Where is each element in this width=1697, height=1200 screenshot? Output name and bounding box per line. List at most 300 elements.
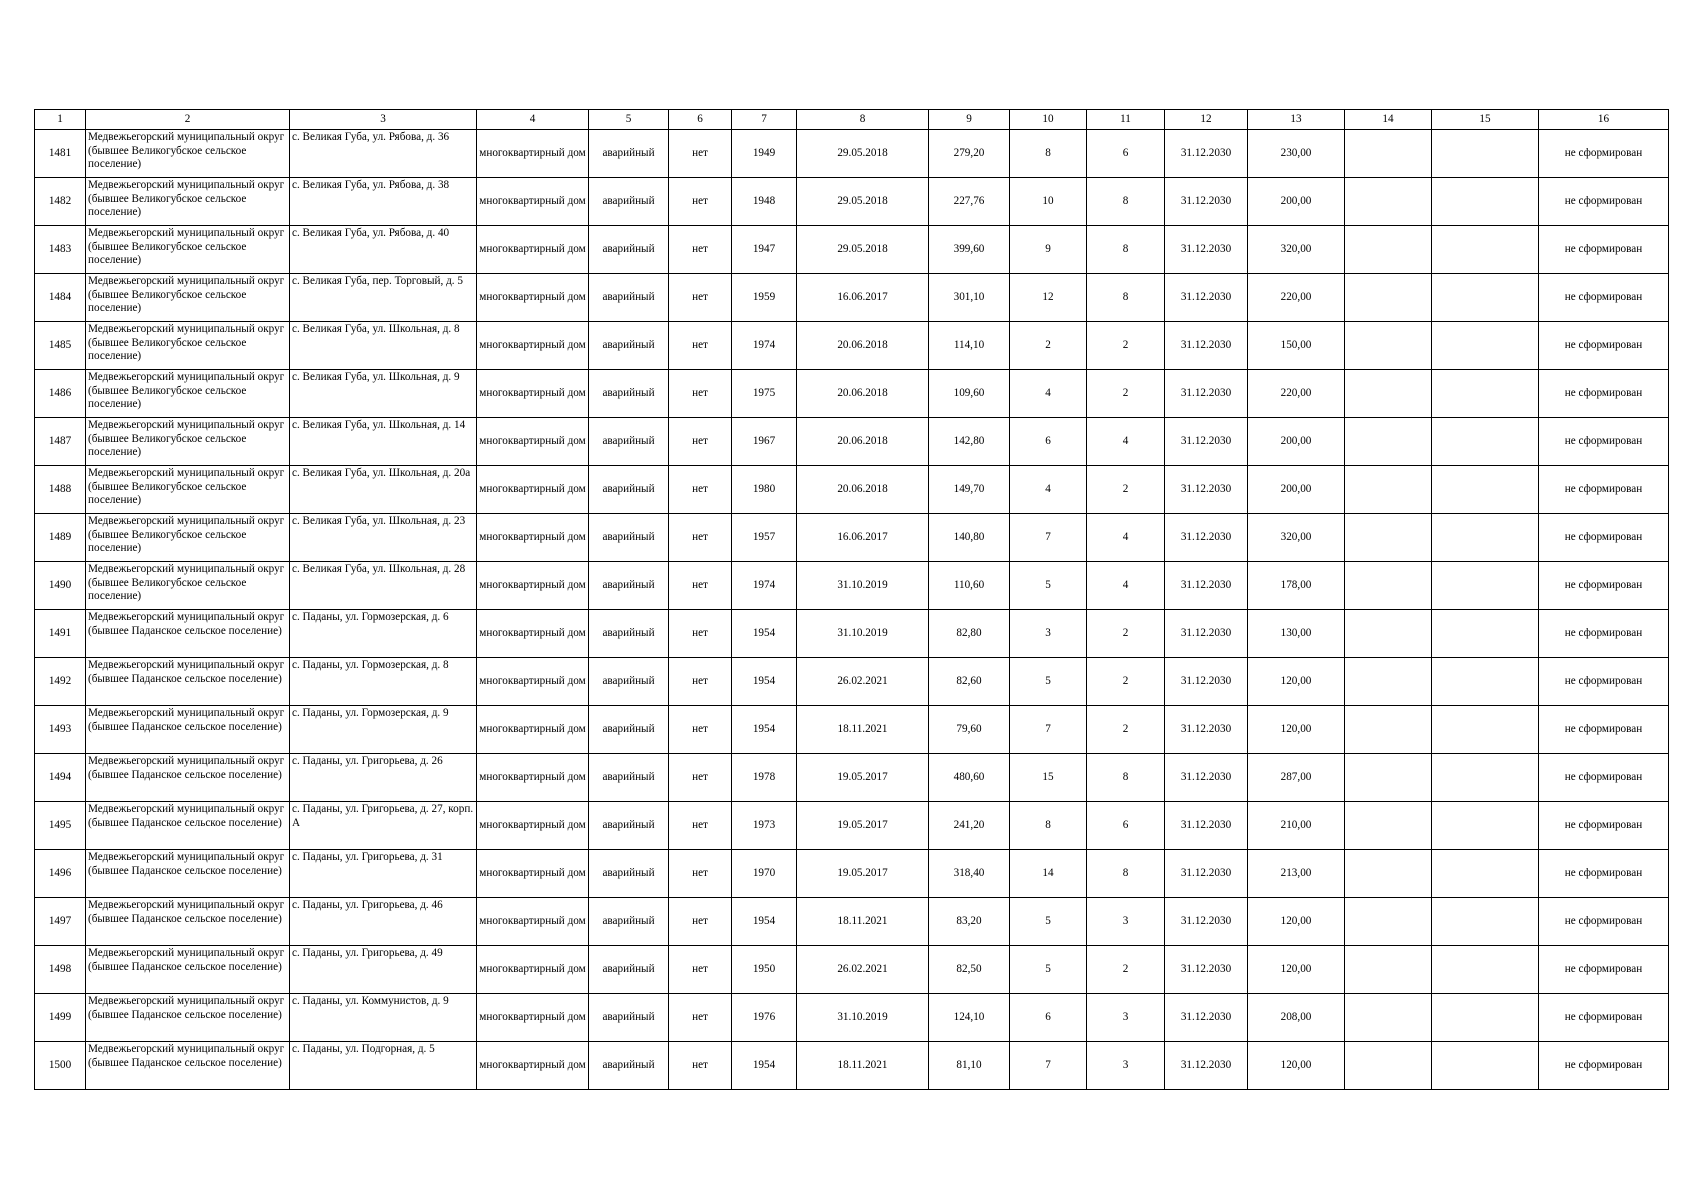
table-row [35, 226, 1669, 274]
area-cell: 79,60 [929, 706, 1010, 754]
column-15-cell [1432, 658, 1539, 706]
column-13-cell: 230,00 [1248, 130, 1345, 178]
column-13-cell: 120,00 [1248, 946, 1345, 994]
address-cell: с. Великая Губа, ул. Школьная, д. 8 [290, 322, 477, 370]
building-type-cell: многоквартирный дом [477, 850, 589, 898]
column-13-cell: 120,00 [1248, 706, 1345, 754]
condition-status-cell: аварийный [589, 898, 669, 946]
deadline-date-cell: 31.12.2030 [1165, 130, 1248, 178]
construction-year-cell: 1947 [732, 226, 797, 274]
column-10-cell: 6 [1010, 418, 1087, 466]
table-row [35, 562, 1669, 610]
table-row [35, 658, 1669, 706]
municipality-cell: Медвежьегорский муниципальный округ (бывшее Паданское сельское поселение) [86, 754, 290, 802]
column-14-cell [1345, 178, 1432, 226]
recognition-date-cell: 20.06.2018 [797, 370, 929, 418]
column-15-cell [1432, 466, 1539, 514]
table-row [35, 178, 1669, 226]
municipality-cell: Медвежьегорский муниципальный округ (бывшее Паданское сельское поселение) [86, 658, 290, 706]
flag-cell: нет [669, 802, 732, 850]
column-number-10: 10 [1010, 110, 1087, 130]
column-10-cell: 4 [1010, 466, 1087, 514]
recognition-date-cell: 31.10.2019 [797, 994, 929, 1042]
column-number-row [35, 110, 1669, 130]
column-16-cell: не сформирован [1539, 850, 1669, 898]
column-16-cell: не сформирован [1539, 946, 1669, 994]
column-15-cell [1432, 850, 1539, 898]
column-16-cell: не сформирован [1539, 898, 1669, 946]
column-13-cell: 120,00 [1248, 898, 1345, 946]
construction-year-cell: 1950 [732, 946, 797, 994]
construction-year-cell: 1954 [732, 1042, 797, 1090]
condition-status-cell: аварийный [589, 418, 669, 466]
recognition-date-cell: 18.11.2021 [797, 706, 929, 754]
flag-cell: нет [669, 418, 732, 466]
column-10-cell: 6 [1010, 994, 1087, 1042]
row-number-cell: 1483 [35, 226, 86, 274]
recognition-date-cell: 19.05.2017 [797, 802, 929, 850]
column-number-12: 12 [1165, 110, 1248, 130]
construction-year-cell: 1954 [732, 898, 797, 946]
column-14-cell [1345, 514, 1432, 562]
municipality-cell: Медвежьегорский муниципальный округ (бывшее Паданское сельское поселение) [86, 850, 290, 898]
column-16-cell: не сформирован [1539, 466, 1669, 514]
column-11-cell: 8 [1087, 850, 1165, 898]
table-row [35, 466, 1669, 514]
deadline-date-cell: 31.12.2030 [1165, 514, 1248, 562]
construction-year-cell: 1974 [732, 322, 797, 370]
construction-year-cell: 1967 [732, 418, 797, 466]
column-14-cell [1345, 850, 1432, 898]
column-11-cell: 8 [1087, 274, 1165, 322]
column-11-cell: 8 [1087, 178, 1165, 226]
column-13-cell: 200,00 [1248, 178, 1345, 226]
construction-year-cell: 1948 [732, 178, 797, 226]
municipality-cell: Медвежьегорский муниципальный округ (бывшее Паданское сельское поселение) [86, 802, 290, 850]
area-cell: 83,20 [929, 898, 1010, 946]
construction-year-cell: 1975 [732, 370, 797, 418]
column-11-cell: 2 [1087, 610, 1165, 658]
deadline-date-cell: 31.12.2030 [1165, 658, 1248, 706]
building-type-cell: многоквартирный дом [477, 274, 589, 322]
construction-year-cell: 1949 [732, 130, 797, 178]
table-row [35, 610, 1669, 658]
column-16-cell: не сформирован [1539, 322, 1669, 370]
building-type-cell: многоквартирный дом [477, 754, 589, 802]
recognition-date-cell: 18.11.2021 [797, 898, 929, 946]
flag-cell: нет [669, 610, 732, 658]
column-14-cell [1345, 418, 1432, 466]
column-15-cell [1432, 610, 1539, 658]
building-type-cell: многоквартирный дом [477, 466, 589, 514]
column-13-cell: 320,00 [1248, 226, 1345, 274]
column-16-cell: не сформирован [1539, 418, 1669, 466]
column-10-cell: 2 [1010, 322, 1087, 370]
construction-year-cell: 1954 [732, 610, 797, 658]
column-13-cell: 220,00 [1248, 274, 1345, 322]
construction-year-cell: 1978 [732, 754, 797, 802]
recognition-date-cell: 18.11.2021 [797, 1042, 929, 1090]
column-10-cell: 7 [1010, 1042, 1087, 1090]
condition-status-cell: аварийный [589, 130, 669, 178]
column-11-cell: 8 [1087, 754, 1165, 802]
column-10-cell: 8 [1010, 802, 1087, 850]
recognition-date-cell: 31.10.2019 [797, 562, 929, 610]
condition-status-cell: аварийный [589, 706, 669, 754]
column-number-2: 2 [86, 110, 290, 130]
column-15-cell [1432, 754, 1539, 802]
column-number-4: 4 [477, 110, 589, 130]
column-14-cell [1345, 754, 1432, 802]
address-cell: с. Паданы, ул. Григорьева, д. 46 [290, 898, 477, 946]
column-13-cell: 178,00 [1248, 562, 1345, 610]
building-type-cell: многоквартирный дом [477, 994, 589, 1042]
area-cell: 241,20 [929, 802, 1010, 850]
column-number-5: 5 [589, 110, 669, 130]
municipality-cell: Медвежьегорский муниципальный округ (бывшее Великогубское сельское поселение) [86, 130, 290, 178]
address-cell: с. Паданы, ул. Коммунистов, д. 9 [290, 994, 477, 1042]
row-number-cell: 1499 [35, 994, 86, 1042]
area-cell: 149,70 [929, 466, 1010, 514]
recognition-date-cell: 19.05.2017 [797, 754, 929, 802]
construction-year-cell: 1959 [732, 274, 797, 322]
row-number-cell: 1498 [35, 946, 86, 994]
address-cell: с. Паданы, ул. Григорьева, д. 31 [290, 850, 477, 898]
table-row [35, 370, 1669, 418]
table-row [35, 994, 1669, 1042]
recognition-date-cell: 20.06.2018 [797, 418, 929, 466]
building-type-cell: многоквартирный дом [477, 514, 589, 562]
condition-status-cell: аварийный [589, 466, 669, 514]
column-11-cell: 3 [1087, 994, 1165, 1042]
column-16-cell: не сформирован [1539, 610, 1669, 658]
building-type-cell: многоквартирный дом [477, 226, 589, 274]
column-14-cell [1345, 946, 1432, 994]
row-number-cell: 1500 [35, 1042, 86, 1090]
column-15-cell [1432, 994, 1539, 1042]
column-16-cell: не сформирован [1539, 178, 1669, 226]
building-type-cell: многоквартирный дом [477, 562, 589, 610]
column-number-11: 11 [1087, 110, 1165, 130]
column-14-cell [1345, 274, 1432, 322]
column-15-cell [1432, 418, 1539, 466]
row-number-cell: 1493 [35, 706, 86, 754]
flag-cell: нет [669, 994, 732, 1042]
column-10-cell: 4 [1010, 370, 1087, 418]
municipality-cell: Медвежьегорский муниципальный округ (бывшее Паданское сельское поселение) [86, 610, 290, 658]
flag-cell: нет [669, 898, 732, 946]
row-number-cell: 1489 [35, 514, 86, 562]
column-number-14: 14 [1345, 110, 1432, 130]
municipality-cell: Медвежьегорский муниципальный округ (бывшее Великогубское сельское поселение) [86, 562, 290, 610]
row-number-cell: 1482 [35, 178, 86, 226]
address-cell: с. Паданы, ул. Подгорная, д. 5 [290, 1042, 477, 1090]
column-11-cell: 2 [1087, 706, 1165, 754]
municipality-cell: Медвежьегорский муниципальный округ (бывшее Паданское сельское поселение) [86, 946, 290, 994]
row-number-cell: 1491 [35, 610, 86, 658]
column-number-3: 3 [290, 110, 477, 130]
construction-year-cell: 1974 [732, 562, 797, 610]
column-16-cell: не сформирован [1539, 994, 1669, 1042]
column-number-9: 9 [929, 110, 1010, 130]
column-10-cell: 3 [1010, 610, 1087, 658]
column-11-cell: 6 [1087, 802, 1165, 850]
building-type-cell: многоквартирный дом [477, 802, 589, 850]
table-body [35, 130, 1669, 1090]
flag-cell: нет [669, 514, 732, 562]
condition-status-cell: аварийный [589, 274, 669, 322]
address-cell: с. Великая Губа, ул. Школьная, д. 20а [290, 466, 477, 514]
column-16-cell: не сформирован [1539, 1042, 1669, 1090]
column-number-8: 8 [797, 110, 929, 130]
column-13-cell: 130,00 [1248, 610, 1345, 658]
area-cell: 109,60 [929, 370, 1010, 418]
column-15-cell [1432, 562, 1539, 610]
deadline-date-cell: 31.12.2030 [1165, 850, 1248, 898]
column-14-cell [1345, 562, 1432, 610]
row-number-cell: 1485 [35, 322, 86, 370]
column-10-cell: 15 [1010, 754, 1087, 802]
row-number-cell: 1484 [35, 274, 86, 322]
area-cell: 279,20 [929, 130, 1010, 178]
column-14-cell [1345, 706, 1432, 754]
column-number-13: 13 [1248, 110, 1345, 130]
column-15-cell [1432, 274, 1539, 322]
column-11-cell: 8 [1087, 226, 1165, 274]
recognition-date-cell: 26.02.2021 [797, 946, 929, 994]
deadline-date-cell: 31.12.2030 [1165, 370, 1248, 418]
flag-cell: нет [669, 322, 732, 370]
column-15-cell [1432, 226, 1539, 274]
column-13-cell: 210,00 [1248, 802, 1345, 850]
area-cell: 480,60 [929, 754, 1010, 802]
column-14-cell [1345, 466, 1432, 514]
column-14-cell [1345, 322, 1432, 370]
column-15-cell [1432, 898, 1539, 946]
condition-status-cell: аварийный [589, 562, 669, 610]
construction-year-cell: 1976 [732, 994, 797, 1042]
table-row [35, 322, 1669, 370]
column-15-cell [1432, 130, 1539, 178]
flag-cell: нет [669, 658, 732, 706]
area-cell: 318,40 [929, 850, 1010, 898]
deadline-date-cell: 31.12.2030 [1165, 226, 1248, 274]
table-row [35, 706, 1669, 754]
municipality-cell: Медвежьегорский муниципальный округ (бывшее Паданское сельское поселение) [86, 706, 290, 754]
row-number-cell: 1488 [35, 466, 86, 514]
table-row [35, 802, 1669, 850]
flag-cell: нет [669, 850, 732, 898]
building-type-cell: многоквартирный дом [477, 418, 589, 466]
address-cell: с. Великая Губа, ул. Школьная, д. 9 [290, 370, 477, 418]
recognition-date-cell: 29.05.2018 [797, 226, 929, 274]
area-cell: 124,10 [929, 994, 1010, 1042]
column-10-cell: 5 [1010, 898, 1087, 946]
municipality-cell: Медвежьегорский муниципальный округ (бывшее Великогубское сельское поселение) [86, 178, 290, 226]
recognition-date-cell: 26.02.2021 [797, 658, 929, 706]
building-type-cell: многоквартирный дом [477, 322, 589, 370]
municipality-cell: Медвежьегорский муниципальный округ (бывшее Великогубское сельское поселение) [86, 514, 290, 562]
row-number-cell: 1490 [35, 562, 86, 610]
column-13-cell: 220,00 [1248, 370, 1345, 418]
flag-cell: нет [669, 562, 732, 610]
condition-status-cell: аварийный [589, 658, 669, 706]
row-number-cell: 1495 [35, 802, 86, 850]
column-11-cell: 2 [1087, 946, 1165, 994]
condition-status-cell: аварийный [589, 370, 669, 418]
column-15-cell [1432, 322, 1539, 370]
column-13-cell: 200,00 [1248, 466, 1345, 514]
municipality-cell: Медвежьегорский муниципальный округ (бывшее Паданское сельское поселение) [86, 1042, 290, 1090]
table-row [35, 1042, 1669, 1090]
recognition-date-cell: 29.05.2018 [797, 178, 929, 226]
column-13-cell: 200,00 [1248, 418, 1345, 466]
building-type-cell: многоквартирный дом [477, 706, 589, 754]
flag-cell: нет [669, 130, 732, 178]
area-cell: 110,60 [929, 562, 1010, 610]
construction-year-cell: 1970 [732, 850, 797, 898]
row-number-cell: 1496 [35, 850, 86, 898]
condition-status-cell: аварийный [589, 946, 669, 994]
address-cell: с. Паданы, ул. Григорьева, д. 26 [290, 754, 477, 802]
construction-year-cell: 1973 [732, 802, 797, 850]
address-cell: с. Паданы, ул. Гормозерская, д. 6 [290, 610, 477, 658]
column-11-cell: 4 [1087, 514, 1165, 562]
municipality-cell: Медвежьегорский муниципальный округ (бывшее Великогубское сельское поселение) [86, 226, 290, 274]
row-number-cell: 1481 [35, 130, 86, 178]
recognition-date-cell: 20.06.2018 [797, 322, 929, 370]
column-11-cell: 3 [1087, 898, 1165, 946]
construction-year-cell: 1954 [732, 658, 797, 706]
deadline-date-cell: 31.12.2030 [1165, 946, 1248, 994]
condition-status-cell: аварийный [589, 178, 669, 226]
municipality-cell: Медвежьегорский муниципальный округ (бывшее Великогубское сельское поселение) [86, 274, 290, 322]
condition-status-cell: аварийный [589, 802, 669, 850]
building-type-cell: многоквартирный дом [477, 1042, 589, 1090]
deadline-date-cell: 31.12.2030 [1165, 274, 1248, 322]
column-16-cell: не сформирован [1539, 274, 1669, 322]
recognition-date-cell: 31.10.2019 [797, 610, 929, 658]
flag-cell: нет [669, 466, 732, 514]
column-11-cell: 4 [1087, 562, 1165, 610]
table-row [35, 754, 1669, 802]
column-14-cell [1345, 994, 1432, 1042]
row-number-cell: 1487 [35, 418, 86, 466]
table-row [35, 130, 1669, 178]
municipality-cell: Медвежьегорский муниципальный округ (бывшее Великогубское сельское поселение) [86, 418, 290, 466]
recognition-date-cell: 16.06.2017 [797, 514, 929, 562]
column-11-cell: 2 [1087, 658, 1165, 706]
address-cell: с. Великая Губа, ул. Школьная, д. 14 [290, 418, 477, 466]
deadline-date-cell: 31.12.2030 [1165, 802, 1248, 850]
column-14-cell [1345, 370, 1432, 418]
area-cell: 301,10 [929, 274, 1010, 322]
column-15-cell [1432, 946, 1539, 994]
condition-status-cell: аварийный [589, 1042, 669, 1090]
flag-cell: нет [669, 370, 732, 418]
construction-year-cell: 1954 [732, 706, 797, 754]
deadline-date-cell: 31.12.2030 [1165, 754, 1248, 802]
building-type-cell: многоквартирный дом [477, 370, 589, 418]
deadline-date-cell: 31.12.2030 [1165, 898, 1248, 946]
flag-cell: нет [669, 754, 732, 802]
building-type-cell: многоквартирный дом [477, 658, 589, 706]
address-cell: с. Паданы, ул. Гормозерская, д. 8 [290, 658, 477, 706]
column-10-cell: 14 [1010, 850, 1087, 898]
deadline-date-cell: 31.12.2030 [1165, 322, 1248, 370]
recognition-date-cell: 20.06.2018 [797, 466, 929, 514]
column-11-cell: 6 [1087, 130, 1165, 178]
address-cell: с. Паданы, ул. Гормозерская, д. 9 [290, 706, 477, 754]
table-row [35, 850, 1669, 898]
column-13-cell: 150,00 [1248, 322, 1345, 370]
condition-status-cell: аварийный [589, 610, 669, 658]
municipality-cell: Медвежьегорский муниципальный округ (бывшее Паданское сельское поселение) [86, 994, 290, 1042]
area-cell: 82,50 [929, 946, 1010, 994]
column-16-cell: не сформирован [1539, 802, 1669, 850]
column-13-cell: 120,00 [1248, 658, 1345, 706]
column-10-cell: 5 [1010, 946, 1087, 994]
column-16-cell: не сформирован [1539, 130, 1669, 178]
construction-year-cell: 1957 [732, 514, 797, 562]
column-14-cell [1345, 226, 1432, 274]
column-14-cell [1345, 802, 1432, 850]
column-13-cell: 320,00 [1248, 514, 1345, 562]
municipality-cell: Медвежьегорский муниципальный округ (бывшее Паданское сельское поселение) [86, 898, 290, 946]
address-cell: с. Великая Губа, ул. Школьная, д. 28 [290, 562, 477, 610]
column-10-cell: 9 [1010, 226, 1087, 274]
flag-cell: нет [669, 226, 732, 274]
table-row [35, 946, 1669, 994]
condition-status-cell: аварийный [589, 994, 669, 1042]
construction-year-cell: 1980 [732, 466, 797, 514]
flag-cell: нет [669, 946, 732, 994]
deadline-date-cell: 31.12.2030 [1165, 610, 1248, 658]
table-row [35, 274, 1669, 322]
municipality-cell: Медвежьегорский муниципальный округ (бывшее Великогубское сельское поселение) [86, 370, 290, 418]
column-10-cell: 10 [1010, 178, 1087, 226]
municipality-cell: Медвежьегорский муниципальный округ (бывшее Великогубское сельское поселение) [86, 466, 290, 514]
deadline-date-cell: 31.12.2030 [1165, 994, 1248, 1042]
column-16-cell: не сформирован [1539, 562, 1669, 610]
column-10-cell: 7 [1010, 706, 1087, 754]
area-cell: 82,80 [929, 610, 1010, 658]
area-cell: 82,60 [929, 658, 1010, 706]
column-number-15: 15 [1432, 110, 1539, 130]
row-number-cell: 1494 [35, 754, 86, 802]
address-cell: с. Великая Губа, ул. Рябова, д. 40 [290, 226, 477, 274]
table-header [35, 110, 1669, 130]
building-type-cell: многоквартирный дом [477, 130, 589, 178]
condition-status-cell: аварийный [589, 754, 669, 802]
area-cell: 227,76 [929, 178, 1010, 226]
column-10-cell: 5 [1010, 658, 1087, 706]
column-13-cell: 287,00 [1248, 754, 1345, 802]
column-16-cell: не сформирован [1539, 226, 1669, 274]
column-number-16: 16 [1539, 110, 1669, 130]
flag-cell: нет [669, 1042, 732, 1090]
recognition-date-cell: 16.06.2017 [797, 274, 929, 322]
building-type-cell: многоквартирный дом [477, 610, 589, 658]
column-16-cell: не сформирован [1539, 754, 1669, 802]
condition-status-cell: аварийный [589, 322, 669, 370]
column-14-cell [1345, 130, 1432, 178]
building-type-cell: многоквартирный дом [477, 946, 589, 994]
area-cell: 399,60 [929, 226, 1010, 274]
deadline-date-cell: 31.12.2030 [1165, 466, 1248, 514]
address-cell: с. Паданы, ул. Григорьева, д. 49 [290, 946, 477, 994]
building-type-cell: многоквартирный дом [477, 898, 589, 946]
